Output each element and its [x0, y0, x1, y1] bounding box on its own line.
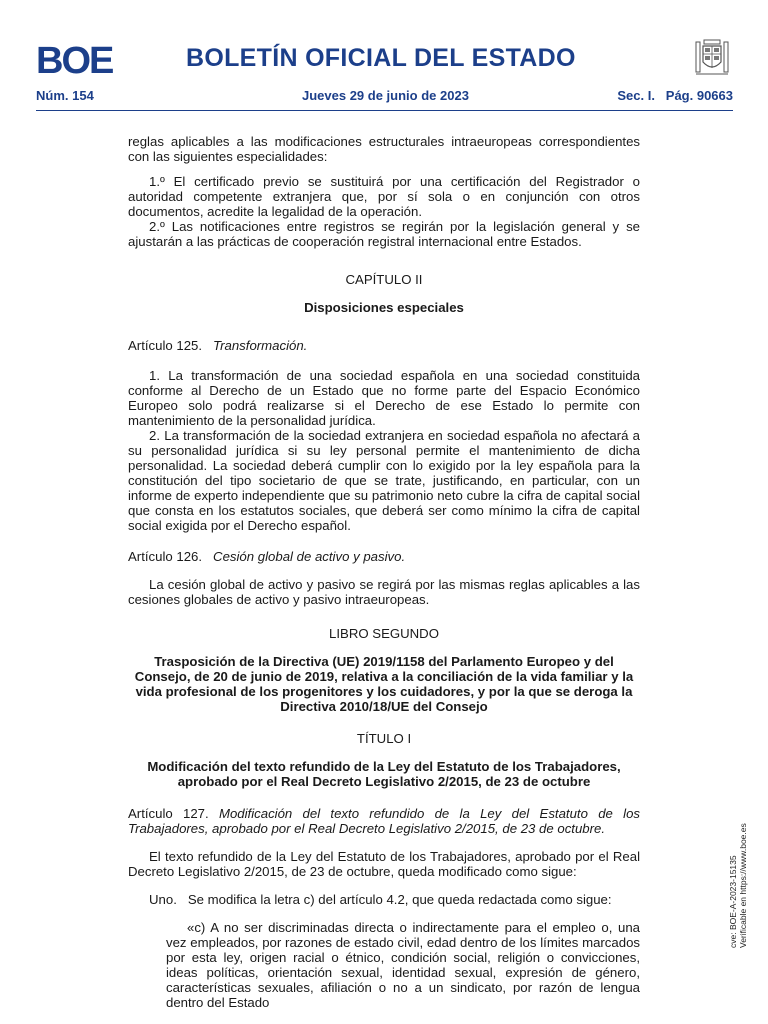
article-title: Modificación del texto refundido de la Ley del Estatuto de los Trabajadores, aprobado por el Real Decreto Legislativo 2/2015, de 23 de octubre. — [128, 806, 640, 836]
article-heading — [128, 549, 640, 564]
paragraph: 1. La transformación de una sociedad española en una sociedad constituida conforme al Derecho de un Estado que no forme parte del Espacio Económico Europeo solo podrá realizarse si el Derecho de ese Estado lo permite con mantenimiento de la personalidad jurídica. — [128, 368, 640, 428]
document-body — [128, 134, 640, 1010]
issue-number: Núm. 154 — [36, 88, 94, 103]
issue-date: Jueves 29 de junio de 2023 — [302, 88, 469, 103]
book-label: LIBRO SEGUNDO — [329, 626, 439, 641]
verification-url: Verificable en https://www.boe.es — [738, 823, 748, 948]
paragraph: 1.º El certificado previo se sustituirá por una certificación del Registrador o autoridad competente extranjera que, por sí sola o en conjunción con otros documentos, acredite la legalidad de la operación. — [128, 174, 640, 219]
paragraph: 2.º Las notificaciones entre registros se regirán por la legislación general y se ajustarán a las prácticas de cooperación registral internacional entre Estados. — [128, 219, 640, 249]
paragraph: «c) A no ser discriminadas directa o indirectamente para el empleo o, una vez empleados, por razones de estado civil, edad dentro de los límites marcados por esta ley, origen racial o étnico, condición social, religión o convicciones, ideas políticas, orientación sexual, identidad sexual, expresión de género, características sexuales, afiliación o no a un sindicato, por razón de lengua dentro del Estado — [166, 920, 640, 1010]
chapter-title: Disposiciones especiales — [304, 300, 464, 315]
book-title: Trasposición de la Directiva (UE) 2019/1158 del Parlamento Europeo y del Consejo, de 20 de junio de 2019, relativa a la conciliación de la vida familiar y la vida profesional de los progenitores y los cuidadores, y por la que se deroga la Directiva 2010/18/UE del Consejo — [134, 654, 634, 714]
article-heading — [128, 806, 640, 836]
cve-code: cve: BOE-A-2023-15135 — [728, 855, 738, 948]
boe-logo-icon — [36, 40, 116, 78]
paragraph: 2. La transformación de la sociedad extranjera en sociedad española no afectará a su personalidad jurídica si su ley personal permite el mantenimiento de dicha personalidad. La sociedad deberá cumplir con lo exigido por la ley española para la constitución del tipo societario de que se trate, justificando, en particular, con un informe de experto independiente que su patrimonio neto cubre la cifra de capital social que consta en los estatutos sociales, que deberá ser como mínimo la cifra de capital social exigida por el Derecho español. — [128, 428, 640, 533]
page-header — [0, 0, 768, 110]
publication-title: BOLETÍN OFICIAL DEL ESTADO — [186, 44, 576, 72]
section-page: Sec. I. Pág. 90663 — [617, 88, 733, 103]
title-label: TÍTULO I — [356, 731, 412, 746]
article-number: Artículo 127. — [128, 806, 209, 821]
paragraph: Uno. Se modifica la letra c) del artículo 4.2, que queda redactada como sigue: — [149, 892, 612, 907]
chapter-label: CAPÍTULO II — [345, 272, 423, 287]
verification-stamp — [728, 823, 748, 948]
article-title: Transformación. — [213, 338, 308, 353]
title-text: Modificación del texto refundido de la Ley del Estatuto de los Trabajadores, aprobado por el Real Decreto Legislativo 2/2015, de 23 de octubre — [147, 759, 621, 789]
article-number: Artículo 126. — [128, 549, 203, 564]
paragraph: El texto refundido de la Ley del Estatuto de los Trabajadores, aprobado por el Real Decreto Legislativo 2/2015, de 23 de octubre, queda modificado como sigue: — [128, 849, 640, 879]
header-divider — [36, 110, 733, 111]
article-heading — [128, 338, 640, 353]
issue-meta-row — [36, 88, 733, 108]
paragraph: La cesión global de activo y pasivo se regirá por las mismas reglas aplicables a las cesiones globales de activo y pasivo intraeuropeas. — [128, 577, 640, 607]
svg-text:BOE: BOE — [36, 40, 113, 78]
article-number: Artículo 125. — [128, 338, 203, 353]
paragraph: reglas aplicables a las modificaciones estructurales intraeuropeas correspondientes con las siguientes especialidades: — [128, 134, 640, 164]
quoted-block — [128, 920, 640, 1010]
article-title: Cesión global de activo y pasivo. — [213, 549, 406, 564]
coat-of-arms-icon — [690, 36, 734, 80]
